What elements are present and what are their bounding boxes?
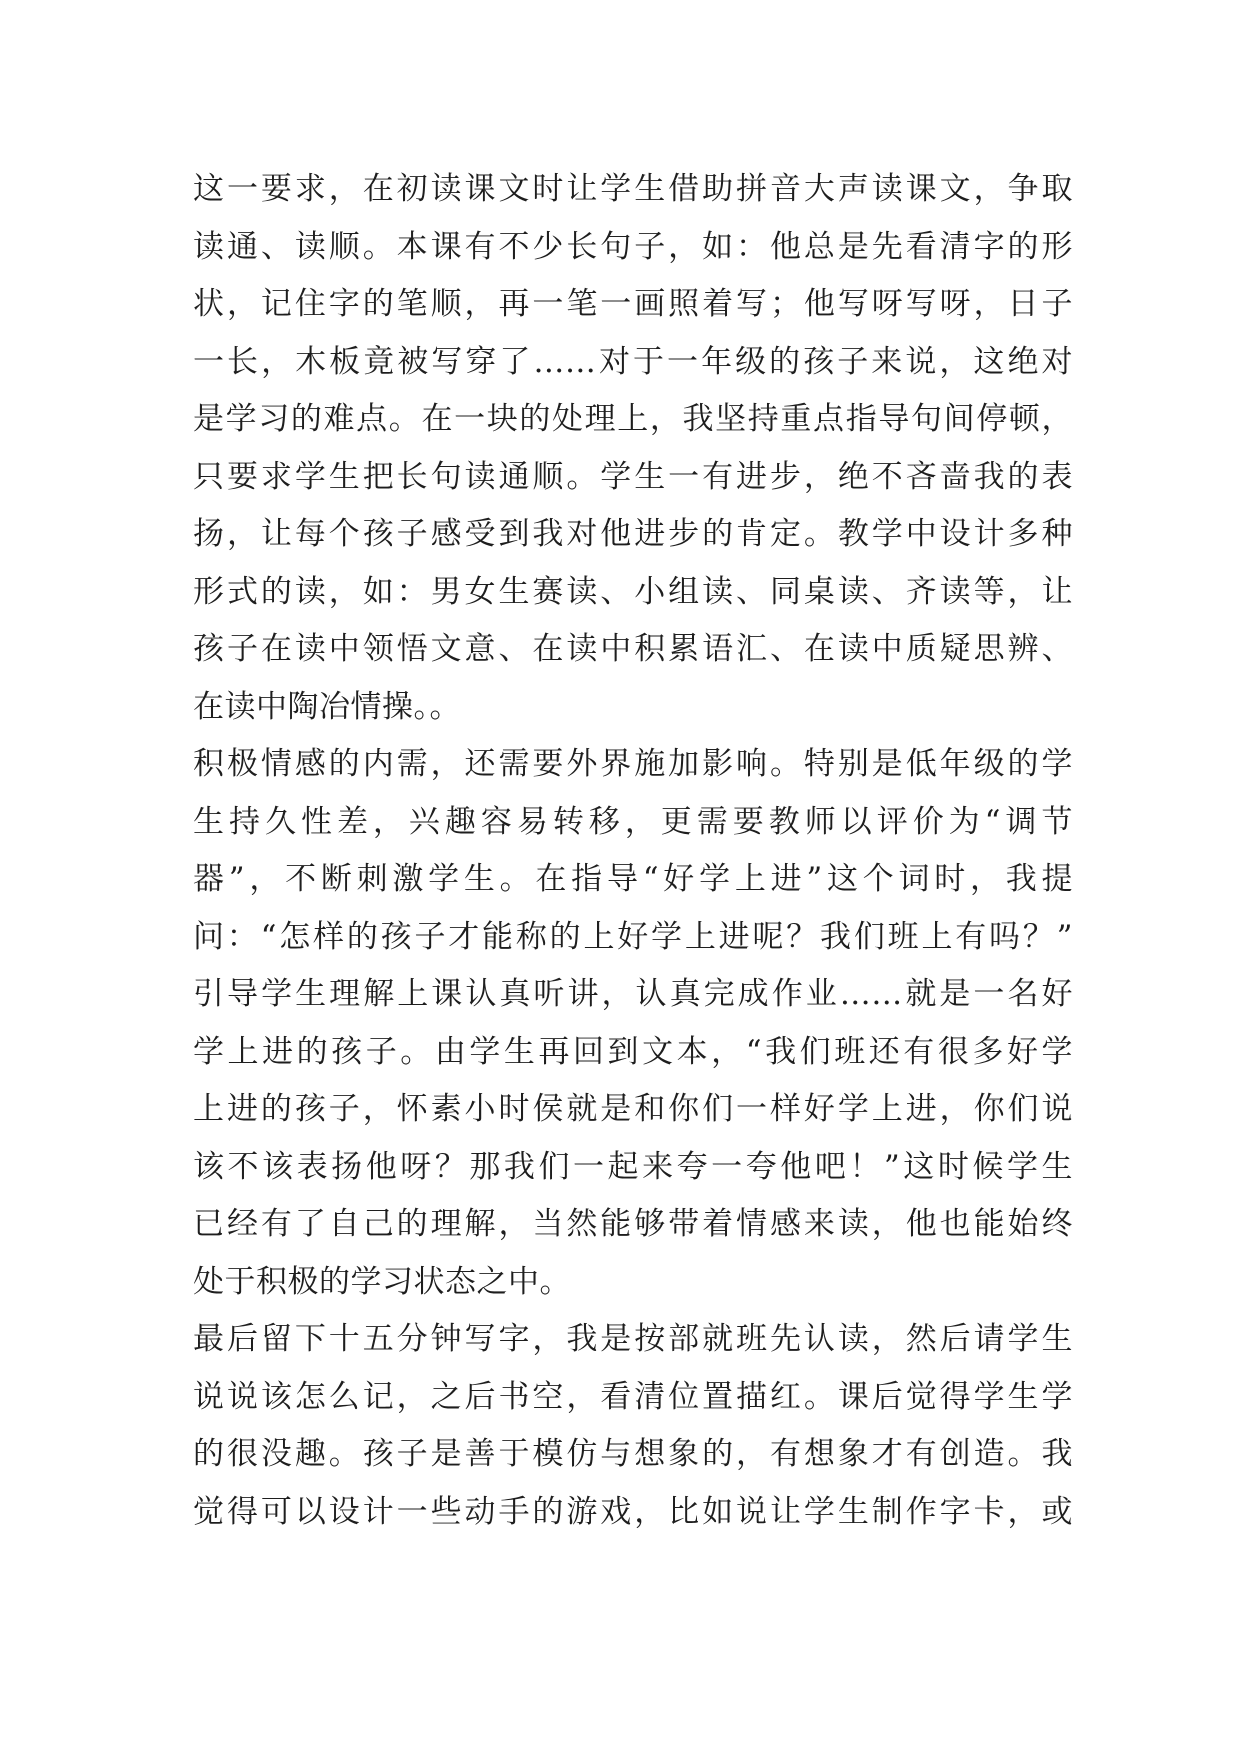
text-line: 觉得可以设计一些动手的游戏，比如说让学生制作字卡，或: [193, 1493, 1073, 1530]
text-line: 生持久性差，兴趣容易转移，更需要教师以评价为“调节: [193, 803, 1073, 840]
paragraph-2: [193, 736, 1073, 1311]
text-line: 孩子在读中领悟文意、在读中积累语汇、在读中质疑思辨、: [193, 631, 1073, 667]
text-line: 的很没趣。孩子是善于模仿与想象的，有想象才有创造。我: [193, 1436, 1073, 1472]
text-line: 是学习的难点。在一块的处理上，我坚持重点指导句间停顿，: [193, 401, 1073, 437]
paragraph-3: [193, 1311, 1073, 1541]
text-line: 形式的读，如：男女生赛读、小组读、同桌读、齐读等，让: [193, 573, 1073, 610]
text-line: 积极情感的内需，还需要外界施加影响。特别是低年级的学: [193, 746, 1073, 782]
text-line: 读通、读顺。本课有不少长句子，如：他总是先看清字的形: [193, 228, 1073, 265]
text-line: 状，记住字的笔顺，再一笔一画照着写；他写呀写呀，日子: [193, 286, 1073, 322]
text-line: 器”，不断刺激学生。在指导“好学上进”这个词时，我提: [193, 861, 1073, 897]
paragraph-1: [193, 161, 1073, 736]
text-line: 学上进的孩子。由学生再回到文本，“我们班还有很多好学: [193, 1033, 1073, 1070]
document-body: [193, 161, 1073, 1541]
text-line: 只要求学生把长句读通顺。学生一有进步，绝不吝啬我的表: [193, 458, 1073, 495]
text-line: 在读中陶冶情操。。: [193, 688, 461, 725]
text-line: 处于积极的学习状态之中。: [193, 1263, 571, 1300]
text-line: 这一要求，在初读课文时让学生借助拼音大声读课文，争取: [193, 171, 1073, 207]
text-line: 问：“怎样的孩子才能称的上好学上进呢？我们班上有吗？”: [193, 918, 1073, 955]
text-line: 说说该怎么记，之后书空，看清位置描红。课后觉得学生学: [193, 1378, 1073, 1415]
text-line: 上进的孩子，怀素小时侯就是和你们一样好学上进，你们说: [193, 1091, 1073, 1127]
text-line: 引导学生理解上课认真听讲，认真完成作业……就是一名好: [193, 976, 1073, 1012]
text-line: 最后留下十五分钟写字，我是按部就班先认读，然后请学生: [193, 1321, 1073, 1357]
text-line: 已经有了自己的理解，当然能够带着情感来读，他也能始终: [193, 1206, 1073, 1242]
text-line: 一长，木板竟被写穿了……对于一年级的孩子来说，这绝对: [193, 343, 1073, 380]
text-line: 扬，让每个孩子感受到我对他进步的肯定。教学中设计多种: [193, 516, 1073, 552]
text-line: 该不该表扬他呀？那我们一起来夸一夸他吧！”这时候学生: [193, 1148, 1073, 1185]
